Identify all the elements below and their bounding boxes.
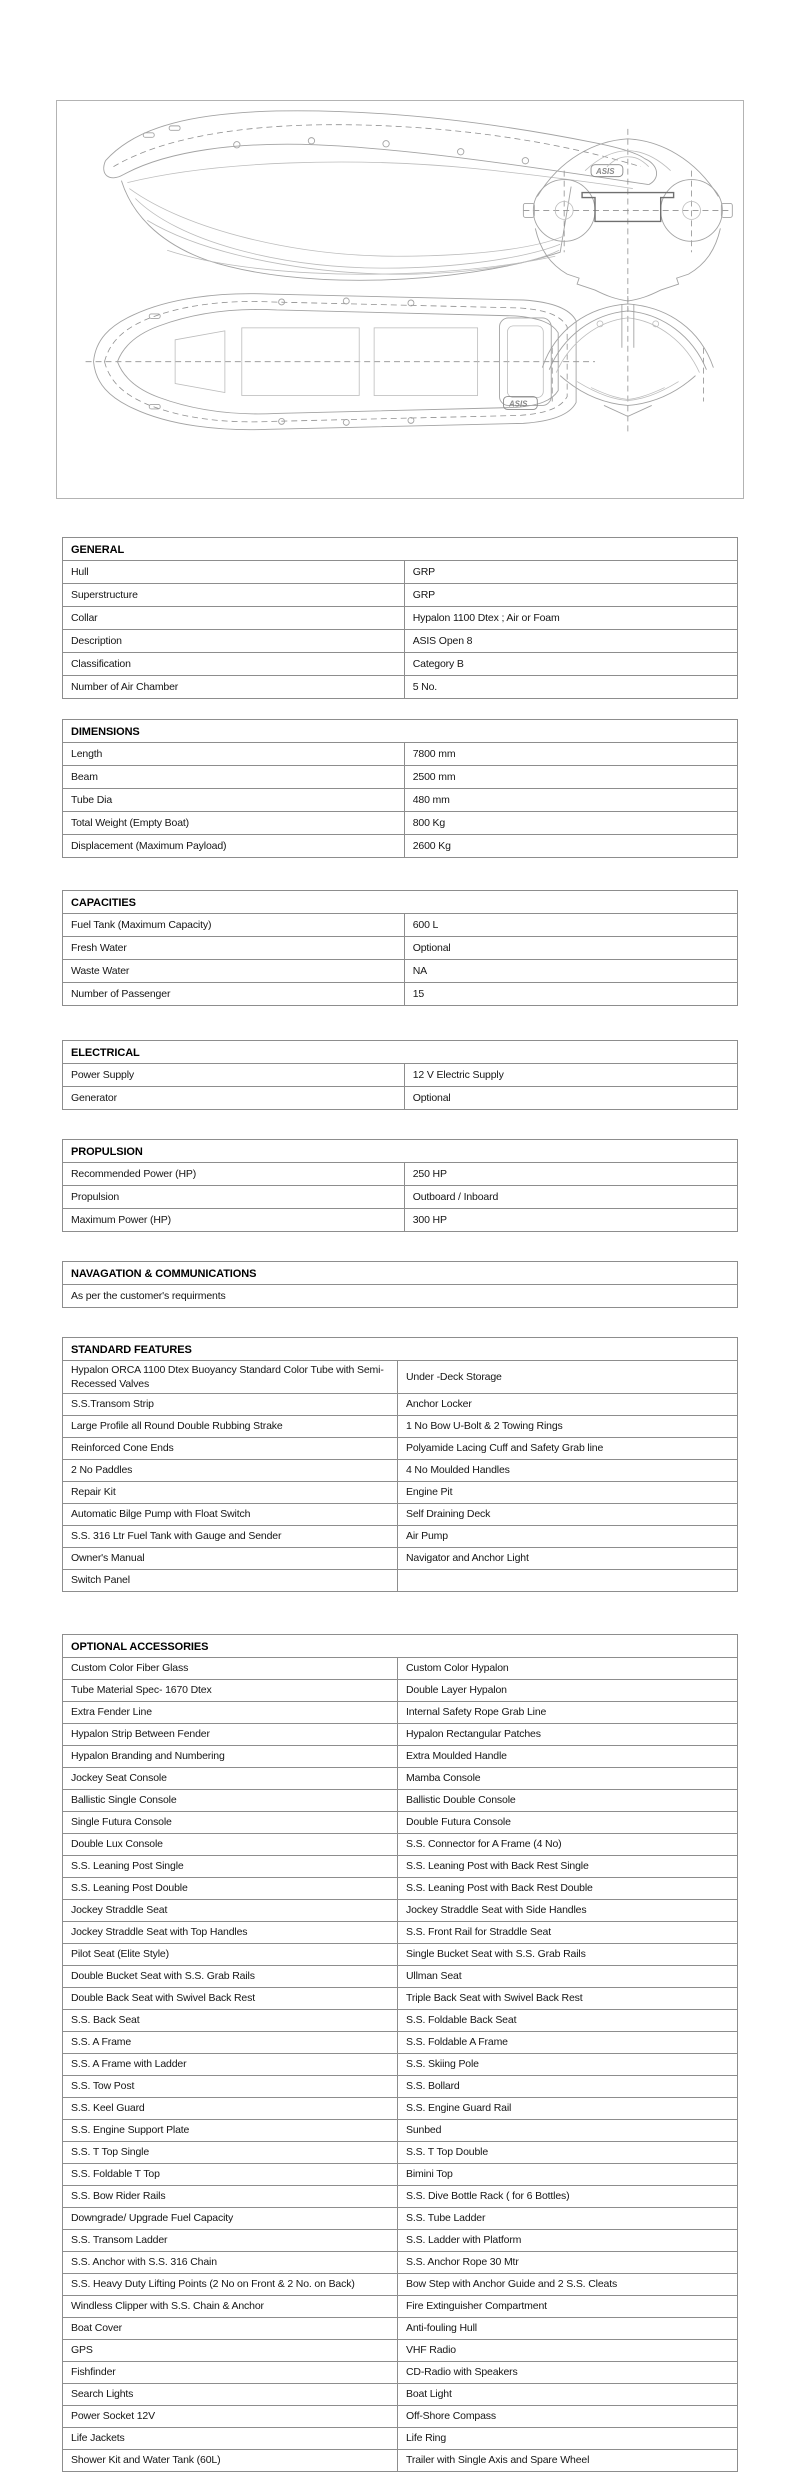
spec-label: Custom Color Fiber Glass bbox=[63, 1658, 398, 1679]
table-row bbox=[63, 1063, 737, 1086]
spec-value: 600 L bbox=[412, 918, 439, 931]
spec-label: Tube Dia bbox=[63, 789, 405, 811]
table-row bbox=[63, 2207, 737, 2229]
spec-value: Off-Shore Compass bbox=[405, 2410, 497, 2423]
spec-value: Sunbed bbox=[405, 2124, 442, 2137]
section-title-standard: STANDARD FEATURES bbox=[71, 1343, 192, 1356]
spec-label: Automatic Bilge Pump with Float Switch bbox=[63, 1504, 398, 1525]
spec-label: Owner's Manual bbox=[63, 1548, 398, 1569]
table-row bbox=[63, 1569, 737, 1591]
table-row bbox=[63, 1481, 737, 1503]
spec-value: Self Draining Deck bbox=[405, 1508, 491, 1521]
table-row bbox=[63, 936, 737, 959]
spec-label: S.S. Leaning Post Single bbox=[63, 1856, 398, 1877]
table-row bbox=[63, 583, 737, 606]
table-row bbox=[63, 1789, 737, 1811]
spec-tables bbox=[62, 537, 738, 2472]
spec-label: S.S. Foldable T Top bbox=[63, 2164, 398, 2185]
spec-value: Custom Color Hypalon bbox=[405, 1662, 509, 1675]
spec-label: Switch Panel bbox=[63, 1570, 398, 1591]
asis-logo-plan bbox=[503, 397, 537, 410]
spec-value: Jockey Straddle Seat with Side Handles bbox=[405, 1904, 587, 1917]
spec-label: Pilot Seat (Elite Style) bbox=[63, 1944, 398, 1965]
table-row bbox=[63, 2317, 737, 2339]
table-row bbox=[63, 1393, 737, 1415]
spec-value: Internal Safety Rope Grab Line bbox=[405, 1706, 547, 1719]
table-row bbox=[63, 1877, 737, 1899]
spec-value: Outboard / Inboard bbox=[412, 1190, 499, 1203]
spec-value: Category B bbox=[412, 657, 464, 670]
table-propulsion bbox=[62, 1139, 738, 1232]
table-electrical bbox=[62, 1040, 738, 1110]
spec-value: 1 No Bow U-Bolt & 2 Towing Rings bbox=[405, 1420, 563, 1433]
spec-label: Search Lights bbox=[63, 2384, 398, 2405]
spec-label: Hypalon Branding and Numbering bbox=[63, 1746, 398, 1767]
spec-label: S.S.Transom Strip bbox=[63, 1394, 398, 1415]
table-row bbox=[63, 560, 737, 583]
spec-label: Downgrade/ Upgrade Fuel Capacity bbox=[63, 2208, 398, 2229]
spec-label: Extra Fender Line bbox=[63, 1702, 398, 1723]
spec-label: Life Jackets bbox=[63, 2428, 398, 2449]
spec-label: Reinforced Cone Ends bbox=[63, 1438, 398, 1459]
spec-label: Jockey Straddle Seat with Top Handles bbox=[63, 1922, 398, 1943]
table-row bbox=[63, 2449, 737, 2471]
transom-section-drawing bbox=[523, 129, 732, 312]
spec-value: Optional bbox=[412, 941, 451, 954]
table-row bbox=[63, 1162, 737, 1185]
table-row bbox=[63, 1437, 737, 1459]
table-row bbox=[63, 1965, 737, 1987]
spec-value: 2600 Kg bbox=[412, 839, 451, 852]
table-row bbox=[63, 982, 737, 1005]
spec-label: Double Bucket Seat with S.S. Grab Rails bbox=[63, 1966, 398, 1987]
table-row bbox=[63, 913, 737, 936]
spec-value: S.S. Foldable Back Seat bbox=[405, 2014, 517, 2027]
spec-value: S.S. Foldable A Frame bbox=[405, 2036, 508, 2049]
table-row bbox=[63, 1723, 737, 1745]
spec-value: CD-Radio with Speakers bbox=[405, 2366, 518, 2379]
spec-label: Tube Material Spec- 1670 Dtex bbox=[63, 1680, 398, 1701]
section-title-capacities: CAPACITIES bbox=[71, 896, 136, 909]
spec-label: Classification bbox=[63, 653, 405, 675]
table-row bbox=[63, 2361, 737, 2383]
boat-line-drawing bbox=[57, 101, 743, 498]
spec-value: Mamba Console bbox=[405, 1772, 481, 1785]
table-row bbox=[63, 2075, 737, 2097]
table-row bbox=[63, 2339, 737, 2361]
spec-value: 800 Kg bbox=[412, 816, 446, 829]
spec-value: NA bbox=[412, 964, 427, 977]
spec-label: Repair Kit bbox=[63, 1482, 398, 1503]
svg-text:ASIS: ASIS bbox=[596, 167, 615, 177]
spec-label: S.S. A Frame bbox=[63, 2032, 398, 2053]
table-row bbox=[63, 1284, 737, 1307]
spec-value: ASIS Open 8 bbox=[412, 634, 473, 647]
spec-value: Anchor Locker bbox=[405, 1398, 472, 1411]
spec-label: Description bbox=[63, 630, 405, 652]
table-row bbox=[63, 1360, 737, 1393]
table-row bbox=[63, 2097, 737, 2119]
spec-value: S.S. Tube Ladder bbox=[405, 2212, 486, 2225]
spec-label: Number of Passenger bbox=[63, 983, 405, 1005]
table-row bbox=[63, 2405, 737, 2427]
table-row bbox=[63, 1921, 737, 1943]
spec-value: Hypalon 1100 Dtex ; Air or Foam bbox=[412, 611, 560, 624]
spec-label: 2 No Paddles bbox=[63, 1460, 398, 1481]
spec-label: S.S. Engine Support Plate bbox=[63, 2120, 398, 2141]
table-row bbox=[63, 2427, 737, 2449]
spec-label: Hull bbox=[63, 561, 405, 583]
table-row bbox=[63, 2119, 737, 2141]
spec-label: Collar bbox=[63, 607, 405, 629]
spec-value: S.S. Leaning Post with Back Rest Single bbox=[405, 1860, 589, 1873]
spec-value: Fire Extinguisher Compartment bbox=[405, 2300, 547, 2313]
spec-value: S.S. Dive Bottle Rack ( for 6 Bottles) bbox=[405, 2190, 570, 2203]
table-row bbox=[63, 2383, 737, 2405]
spec-label: Fishfinder bbox=[63, 2362, 398, 2383]
spec-label: S.S. T Top Single bbox=[63, 2142, 398, 2163]
table-row bbox=[63, 629, 737, 652]
table-row bbox=[63, 1185, 737, 1208]
section-title-nav: NAVAGATION & COMMUNICATIONS bbox=[71, 1267, 257, 1280]
table-row bbox=[63, 742, 737, 765]
table-row bbox=[63, 2053, 737, 2075]
spec-label: Jockey Straddle Seat bbox=[63, 1900, 398, 1921]
table-row bbox=[63, 765, 737, 788]
spec-value: 2500 mm bbox=[412, 770, 456, 783]
table-row bbox=[63, 2031, 737, 2053]
table-row bbox=[63, 1855, 737, 1877]
spec-value: Navigator and Anchor Light bbox=[405, 1552, 529, 1565]
table-row bbox=[63, 1745, 737, 1767]
spec-label: Recommended Power (HP) bbox=[63, 1163, 405, 1185]
side-view-drawing bbox=[104, 111, 657, 281]
spec-label: S.S. Transom Ladder bbox=[63, 2230, 398, 2251]
table-optional bbox=[62, 1634, 738, 2472]
table-row bbox=[63, 1987, 737, 2009]
spec-value: S.S. Front Rail for Straddle Seat bbox=[405, 1926, 552, 1939]
table-row bbox=[63, 652, 737, 675]
spec-label: Single Futura Console bbox=[63, 1812, 398, 1833]
table-row bbox=[63, 1459, 737, 1481]
table-row bbox=[63, 675, 737, 698]
table-row bbox=[63, 788, 737, 811]
spec-label: Superstructure bbox=[63, 584, 405, 606]
spec-value: Triple Back Seat with Swivel Back Rest bbox=[405, 1992, 583, 2005]
section-title-optional: OPTIONAL ACCESSORIES bbox=[71, 1640, 209, 1653]
spec-label: Waste Water bbox=[63, 960, 405, 982]
table-row bbox=[63, 834, 737, 857]
spec-label: Number of Air Chamber bbox=[63, 676, 405, 698]
spec-value: Double Futura Console bbox=[405, 1816, 511, 1829]
spec-value: VHF Radio bbox=[405, 2344, 456, 2357]
spec-value: 5 No. bbox=[412, 680, 438, 693]
spec-label: Fuel Tank (Maximum Capacity) bbox=[63, 914, 405, 936]
spec-value: S.S. Anchor Rope 30 Mtr bbox=[405, 2256, 519, 2269]
spec-label: Power Supply bbox=[63, 1064, 405, 1086]
table-row bbox=[63, 1679, 737, 1701]
spec-value: 300 HP bbox=[412, 1213, 447, 1226]
spec-label: Ballistic Single Console bbox=[63, 1790, 398, 1811]
svg-text:ASIS: ASIS bbox=[508, 399, 528, 409]
spec-value: Anti-fouling Hull bbox=[405, 2322, 477, 2335]
table-row bbox=[63, 811, 737, 834]
table-row bbox=[63, 1086, 737, 1109]
spec-label: Beam bbox=[63, 766, 405, 788]
spec-value: S.S. Engine Guard Rail bbox=[405, 2102, 512, 2115]
spec-value: 15 bbox=[412, 987, 425, 1000]
spec-label: Hypalon ORCA 1100 Dtex Buoyancy Standard Color Tube with Semi-Recessed Valves bbox=[63, 1361, 398, 1393]
spec-value: Hypalon Rectangular Patches bbox=[405, 1728, 541, 1741]
spec-label: Length bbox=[63, 743, 405, 765]
spec-label: Jockey Seat Console bbox=[63, 1768, 398, 1789]
table-standard bbox=[62, 1337, 738, 1592]
spec-value: GRP bbox=[412, 588, 436, 601]
table-capacities bbox=[62, 890, 738, 1006]
bow-section-drawing bbox=[542, 296, 713, 431]
spec-value: 250 HP bbox=[412, 1167, 447, 1180]
table-row bbox=[63, 1657, 737, 1679]
table-row bbox=[63, 959, 737, 982]
spec-label: Hypalon Strip Between Fender bbox=[63, 1724, 398, 1745]
spec-label: S.S. Heavy Duty Lifting Points (2 No on Front & 2 No. on Back) bbox=[63, 2274, 398, 2295]
table-row bbox=[63, 2251, 737, 2273]
table-row bbox=[63, 2295, 737, 2317]
plan-view-drawing bbox=[86, 294, 595, 430]
section-title-general: GENERAL bbox=[71, 543, 125, 556]
spec-label: Propulsion bbox=[63, 1186, 405, 1208]
table-row bbox=[63, 1415, 737, 1437]
spec-value: S.S. Connector for A Frame (4 No) bbox=[405, 1838, 562, 1851]
table-row bbox=[63, 1525, 737, 1547]
spec-label: S.S. Anchor with S.S. 316 Chain bbox=[63, 2252, 398, 2273]
spec-value bbox=[398, 1570, 737, 1591]
table-general bbox=[62, 537, 738, 699]
table-row bbox=[63, 2141, 737, 2163]
spec-label: S.S. Keel Guard bbox=[63, 2098, 398, 2119]
spec-label: Total Weight (Empty Boat) bbox=[63, 812, 405, 834]
spec-value: Polyamide Lacing Cuff and Safety Grab line bbox=[405, 1442, 604, 1455]
spec-label: Power Socket 12V bbox=[63, 2406, 398, 2427]
spec-label: Shower Kit and Water Tank (60L) bbox=[63, 2450, 398, 2471]
spec-label: S.S. Bow Rider Rails bbox=[63, 2186, 398, 2207]
table-row bbox=[63, 1701, 737, 1723]
spec-value: Boat Light bbox=[405, 2388, 452, 2401]
spec-label: Large Profile all Round Double Rubbing Strake bbox=[63, 1416, 398, 1437]
spec-value: Bow Step with Anchor Guide and 2 S.S. Cleats bbox=[405, 2278, 618, 2291]
spec-label: Generator bbox=[63, 1087, 405, 1109]
spec-value: 480 mm bbox=[412, 793, 450, 806]
spec-value: GRP bbox=[412, 565, 436, 578]
spec-value: 12 V Electric Supply bbox=[412, 1068, 504, 1081]
table-row bbox=[63, 1208, 737, 1231]
spec-value: Under -Deck Storage bbox=[405, 1370, 502, 1383]
spec-value: S.S. Ladder with Platform bbox=[405, 2234, 522, 2247]
spec-value: Engine Pit bbox=[405, 1486, 453, 1499]
table-nav bbox=[62, 1261, 738, 1308]
table-row bbox=[63, 1943, 737, 1965]
section-title-propulsion: PROPULSION bbox=[71, 1145, 143, 1158]
spec-label: Maximum Power (HP) bbox=[63, 1209, 405, 1231]
spec-value: Life Ring bbox=[405, 2432, 447, 2445]
section-title-dimensions: DIMENSIONS bbox=[71, 725, 140, 738]
spec-value: Bimini Top bbox=[405, 2168, 453, 2181]
table-row bbox=[63, 2229, 737, 2251]
table-row bbox=[63, 2273, 737, 2295]
spec-value: Optional bbox=[412, 1091, 451, 1104]
spec-label: Displacement (Maximum Payload) bbox=[63, 835, 405, 857]
spec-value: Ullman Seat bbox=[405, 1970, 462, 1983]
table-dimensions bbox=[62, 719, 738, 858]
spec-value: 7800 mm bbox=[412, 747, 456, 760]
spec-label: Windless Clipper with S.S. Chain & Anchor bbox=[63, 2296, 398, 2317]
spec-label: Double Back Seat with Swivel Back Rest bbox=[63, 1988, 398, 2009]
table-row bbox=[63, 2185, 737, 2207]
spec-value: Double Layer Hypalon bbox=[405, 1684, 507, 1697]
spec-label: As per the customer's requirments bbox=[71, 1289, 226, 1302]
spec-value: S.S. Leaning Post with Back Rest Double bbox=[405, 1882, 593, 1895]
spec-label: Boat Cover bbox=[63, 2318, 398, 2339]
spec-label: S.S. A Frame with Ladder bbox=[63, 2054, 398, 2075]
table-row bbox=[63, 1547, 737, 1569]
table-row bbox=[63, 2163, 737, 2185]
spec-label: S.S. Tow Post bbox=[63, 2076, 398, 2097]
table-row bbox=[63, 1899, 737, 1921]
section-title-electrical: ELECTRICAL bbox=[71, 1046, 140, 1059]
spec-label: GPS bbox=[63, 2340, 398, 2361]
spec-value: S.S. Skiing Pole bbox=[405, 2058, 479, 2071]
table-row bbox=[63, 606, 737, 629]
spec-value: Single Bucket Seat with S.S. Grab Rails bbox=[405, 1948, 586, 1961]
spec-label: Fresh Water bbox=[63, 937, 405, 959]
spec-value: Trailer with Single Axis and Spare Wheel bbox=[405, 2454, 590, 2467]
spec-value: Ballistic Double Console bbox=[405, 1794, 516, 1807]
spec-value: 4 No Moulded Handles bbox=[405, 1464, 510, 1477]
table-row bbox=[63, 2009, 737, 2031]
spec-label: S.S. Back Seat bbox=[63, 2010, 398, 2031]
spec-value: S.S. T Top Double bbox=[405, 2146, 489, 2159]
table-row bbox=[63, 1767, 737, 1789]
spec-label: S.S. Leaning Post Double bbox=[63, 1878, 398, 1899]
table-row bbox=[63, 1503, 737, 1525]
table-row bbox=[63, 1811, 737, 1833]
spec-label: Double Lux Console bbox=[63, 1834, 398, 1855]
table-row bbox=[63, 1833, 737, 1855]
technical-drawing bbox=[56, 100, 744, 499]
spec-label: S.S. 316 Ltr Fuel Tank with Gauge and Sender bbox=[63, 1526, 398, 1547]
spec-value: Air Pump bbox=[405, 1530, 448, 1543]
spec-value: Extra Moulded Handle bbox=[405, 1750, 507, 1763]
spec-value: S.S. Bollard bbox=[405, 2080, 460, 2093]
